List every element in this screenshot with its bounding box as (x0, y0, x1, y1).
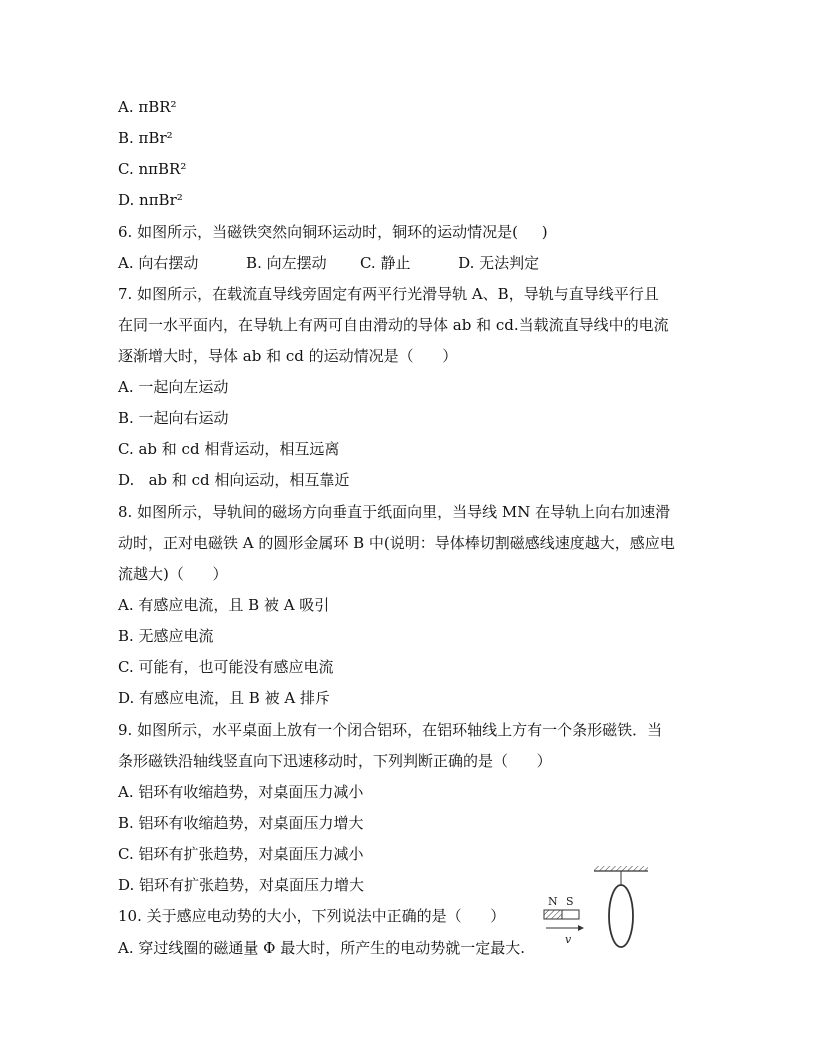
magnet-n-label: N (548, 895, 558, 908)
option-7c: C. ab 和 cd 相背运动，相互远离 (118, 440, 340, 458)
question-7-stem-line1: 7. 如图所示，在载流直导线旁固定有两平行光滑导轨 A、B，导轨与直导线平行且 (118, 285, 659, 303)
velocity-arrow-head (578, 925, 584, 931)
option-10a: A. 穿过线圈的磁通量 Φ 最大时，所产生的电动势就一定最大. (118, 939, 525, 957)
option-8a: A. 有感应电流，且 B 被 A 吸引 (118, 596, 330, 614)
option-9a: A. 铝环有收缩趋势，对桌面压力减小 (118, 783, 364, 801)
option-7b: B. 一起向右运动 (118, 409, 229, 427)
question-8-stem-line2: 动时，正对电磁铁 A 的圆形金属环 B 中(说明：导体棒切割磁感线速度越大，感应电 (118, 534, 675, 552)
question-9-stem-line2: 条形磁铁沿轴线竖直向下迅速移动时，下列判断正确的是（ ） (118, 752, 552, 770)
ceiling-hatch (594, 866, 648, 871)
option-5a: A. πBR² (118, 98, 177, 116)
magnet-n-pole (544, 910, 562, 919)
option-7a: A. 一起向左运动 (118, 378, 229, 396)
question-7-stem-line3: 逐渐增大时，导体 ab 和 cd 的运动情况是（ ） (118, 347, 458, 365)
option-7d: D. ab 和 cd 相向运动，相互靠近 (118, 471, 350, 489)
magnet-s-pole (562, 910, 579, 919)
option-5b: B. πBr² (118, 129, 173, 147)
option-8c: C. 可能有，也可能没有感应电流 (118, 658, 334, 676)
magnet-ring-figure (540, 862, 652, 952)
copper-ring (609, 885, 633, 947)
option-8d: D. 有感应电流，且 B 被 A 排斥 (118, 689, 330, 707)
question-8-stem-line1: 8. 如图所示，导轨间的磁场方向垂直于纸面向里，当导线 MN 在导轨上向右加速滑 (118, 503, 671, 521)
velocity-label: v (565, 933, 572, 946)
option-9b: B. 铝环有收缩趋势，对桌面压力增大 (118, 814, 364, 832)
question-10-stem: 10. 关于感应电动势的大小，下列说法中正确的是（ ） (118, 907, 506, 925)
option-9c: C. 铝环有扩张趋势，对桌面压力减小 (118, 845, 364, 863)
option-9d: D. 铝环有扩张趋势，对桌面压力增大 (118, 876, 365, 894)
question-7-stem-line2: 在同一水平面内，在导轨上有两可自由滑动的导体 ab 和 cd.当载流直导线中的电流 (118, 316, 669, 334)
option-5c: C. nπBR² (118, 160, 187, 178)
question-9-stem-line1: 9. 如图所示，水平桌面上放有一个闭合铝环，在铝环轴线上方有一个条形磁铁．当 (118, 721, 663, 739)
option-8b: B. 无感应电流 (118, 627, 214, 645)
question-6-options: A. 向右摆动 B. 向左摆动 C. 静止 D. 无法判定 (118, 254, 540, 272)
question-8-stem-line3: 流越大)（ ） (118, 565, 228, 583)
question-6-stem: 6. 如图所示，当磁铁突然向铜环运动时，铜环的运动情况是( ) (118, 223, 548, 241)
option-5d: D. nπBr² (118, 191, 183, 209)
magnet-s-label: S (566, 895, 574, 908)
magnet-ring-diagram (540, 862, 652, 948)
